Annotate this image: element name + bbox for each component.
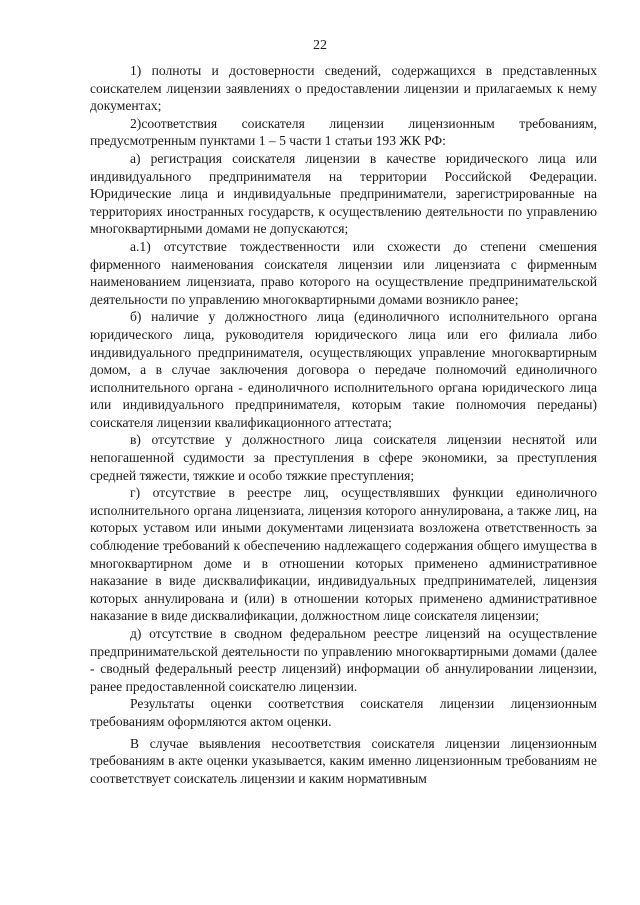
paragraph-9: Результаты оценки соответствия соискателя лицензии лицензионным требованиям оформляются актом оценки. <box>90 696 597 729</box>
paragraph-7: г) отсутствие в реестре лиц, осуществлявших функции единоличного исполнительного органа лицензиата, лицензия которого аннулирована, а также лиц, на которых уставом или иными документами лицензиата возложена ответственность за соблюдение требований к обеспечению надлежащего содержания общего имущества в многоквартирном доме и в отношении которых применено административное наказание в виде дисквалификации, индивидуальных предпринимателей, лицензия которых аннулирована и (или) в отношении которых применено административное наказание в виде дисквалификации, должностном лице соискателя лицензии; <box>90 485 597 624</box>
page-number: 22 <box>313 38 327 53</box>
paragraph-10: В случае выявления несоответствия соискателя лицензии лицензионным требованиям в акте оценки указывается, каким именно лицензионным требованиям не соответствует соискатель лицензии и каким нормативным <box>90 735 597 786</box>
paragraph-2: 2)соответствия соискателя лицензии лицензионным требованиям, предусмотренным пунктами 1 – 5 части 1 статьи 193 ЖК РФ: <box>90 115 597 149</box>
paragraph-3: а) регистрация соискателя лицензии в качестве юридического лица или индивидуального предпринимателя на территории Российской Федерации. Юридические лица и индивидуальные предприниматели, зарегистрированные на территориях иностранных государств, к осуществлению деятельности по управлению многоквартирными домами не допускаются; <box>90 150 597 237</box>
paragraph-8: д) отсутствие в сводном федеральном реестре лицензий на осуществление предпринимательской деятельности по управлению многоквартирными домами (далее - сводный федеральный реестр лицензий) информации об аннулировании лицензии, ранее предоставленной соискателю лицензии. <box>90 626 597 694</box>
paragraph-6: в) отсутствие у должностного лица соискателя лицензии неснятой или непогашенной судимости за преступления в сфере экономики, за преступления средней тяжести, тяжкие и особо тяжкие преступления; <box>90 432 597 483</box>
paragraph-4: а.1) отсутствие тождественности или схожести до степени смешения фирменного наименования соискателя лицензии или лицензиата с фирменным наименованием лицензиата, право которого на осуществление предпринимательской деятельности по управлению многоквартирными домами возникло ранее; <box>90 238 597 307</box>
paragraph-5: б) наличие у должностного лица (единоличного исполнительного органа юридического лица, руководителя юридического лица или его филиала либо индивидуального предпринимателя, осуществляющих управление многоквартирным домом, а в случае заключения договора о передаче полномочий единоличного исполнительного органа - единоличного исполнительного органа юридического лица или индивидуального предпринимателя, которым такие полномочия переданы) соискателя лицензии квалификационного аттестата; <box>90 309 597 430</box>
document-body <box>90 62 597 787</box>
paragraph-1: 1) полноты и достоверности сведений, содержащихся в представленных соискателем лицензии заявлениях о предоставлении лицензии и прилагаемых к нему документах; <box>90 63 597 114</box>
